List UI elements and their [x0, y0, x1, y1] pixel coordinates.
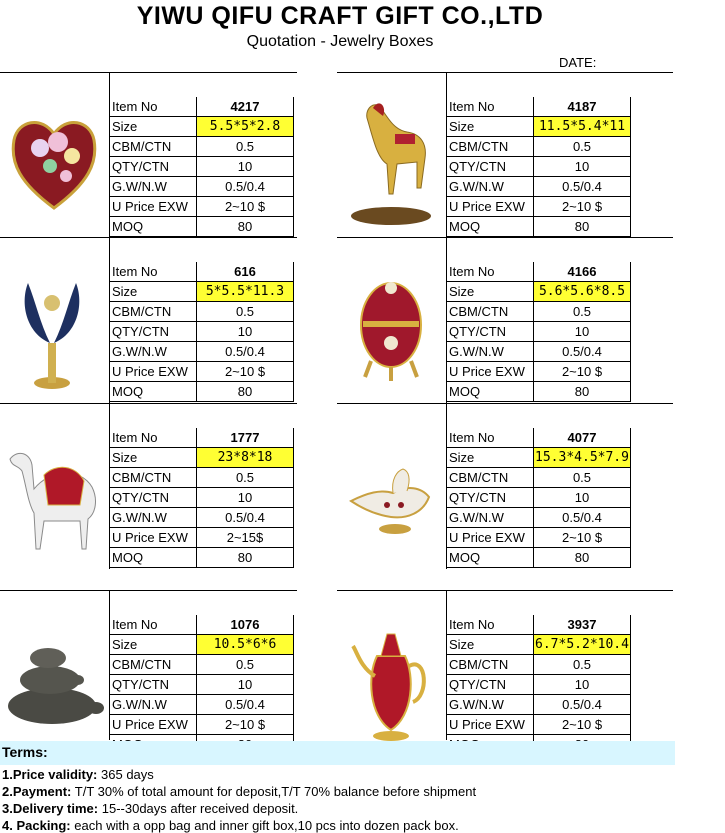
spec-label: Size [447, 282, 534, 302]
spec-label: CBM/CTN [110, 468, 197, 488]
document-subtitle: Quotation - Jewelry Boxes [246, 33, 434, 50]
terms-line-label: 2.Payment: [2, 784, 72, 799]
spec-table [110, 428, 294, 568]
spec-row-price [110, 528, 294, 548]
row-separator [337, 590, 673, 591]
spec-row-size [110, 282, 294, 302]
spec-value: 2~10 $ [534, 197, 631, 217]
spec-row-gw [110, 508, 294, 528]
spec-value: 5*5.5*11.3 [197, 282, 294, 302]
spec-label: Item No [110, 615, 197, 635]
spec-value: 23*8*18 [197, 448, 294, 468]
spec-label: Item No [110, 262, 197, 282]
spec-table [110, 97, 294, 237]
spec-label: Size [447, 448, 534, 468]
spec-row-qty [447, 488, 631, 508]
terms-line-text: 365 days [101, 767, 154, 782]
spec-value: 80 [197, 382, 294, 402]
spec-row-qty [447, 322, 631, 342]
spec-label: G.W/N.W [110, 508, 197, 528]
spec-value: 4166 [534, 262, 631, 282]
spec-row-moq [110, 382, 294, 402]
spec-label: Item No [447, 262, 534, 282]
spec-value: 10 [197, 157, 294, 177]
horse-jewelry-box-image [337, 78, 445, 233]
spec-row-price [110, 362, 294, 382]
spec-label: G.W/N.W [110, 342, 197, 362]
spec-value: 5.6*5.6*8.5 [534, 282, 631, 302]
terms-line [2, 767, 154, 782]
heart-jewelry-box-image [0, 78, 108, 233]
spec-row-size [447, 448, 631, 468]
spec-label: Item No [447, 97, 534, 117]
spec-row-moq [447, 217, 631, 237]
company-name: YIWU QIFU CRAFT GIFT CO.,LTD [136, 2, 544, 30]
spec-row-cbm [110, 137, 294, 157]
spec-value: 0.5 [197, 468, 294, 488]
spec-value: 80 [534, 382, 631, 402]
terms-line [2, 801, 298, 816]
spec-value: 0.5/0.4 [197, 177, 294, 197]
product-block [337, 237, 673, 403]
spec-row-gw [447, 695, 631, 715]
spec-table [447, 615, 631, 755]
stacked-turtles-box-image [0, 596, 108, 751]
genie-lamp-box-image [337, 409, 445, 564]
spec-value: 0.5 [534, 468, 631, 488]
spec-row-size [110, 635, 294, 655]
spec-value: 0.5 [534, 302, 631, 322]
spec-row-cbm [447, 468, 631, 488]
spec-value: 10.5*6*6 [197, 635, 294, 655]
spec-label: MOQ [110, 382, 197, 402]
spec-value: 0.5/0.4 [197, 695, 294, 715]
spec-value: 4187 [534, 97, 631, 117]
spec-value: 2~10 $ [534, 362, 631, 382]
spec-value: 2~10 $ [534, 715, 631, 735]
spec-label: U Price EXW [447, 362, 534, 382]
spec-label: U Price EXW [447, 715, 534, 735]
spec-value: 0.5 [534, 137, 631, 157]
terms-line-label: 4. Packing: [2, 818, 71, 833]
row-separator [337, 237, 673, 238]
spec-row-moq [447, 548, 631, 568]
spec-label: G.W/N.W [447, 342, 534, 362]
spec-value: 15.3*4.5*7.9 [534, 448, 631, 468]
spec-value: 10 [534, 675, 631, 695]
spec-label: G.W/N.W [110, 695, 197, 715]
spec-value: 80 [534, 217, 631, 237]
row-separator [0, 72, 297, 73]
spec-value: 10 [197, 675, 294, 695]
terms-line-label: 1.Price validity: [2, 767, 98, 782]
spec-label: CBM/CTN [447, 302, 534, 322]
spec-label: CBM/CTN [110, 137, 197, 157]
terms-line-text: T/T 30% of total amount for deposit,T/T 70% balance before shipment [74, 784, 477, 799]
spec-value: 1076 [197, 615, 294, 635]
spec-row-price [110, 715, 294, 735]
spec-row-gw [447, 177, 631, 197]
spec-row-size [110, 448, 294, 468]
spec-label: G.W/N.W [447, 695, 534, 715]
spec-label: Size [110, 117, 197, 137]
spec-label: G.W/N.W [447, 177, 534, 197]
terms-line-text: each with a opp bag and inner gift box,10 pcs into dozen pack box. [74, 818, 459, 833]
spec-value: 2~10 $ [197, 197, 294, 217]
spec-label: QTY/CTN [110, 157, 197, 177]
spec-value: 10 [197, 322, 294, 342]
spec-row-moq [110, 548, 294, 568]
spec-table [447, 428, 631, 568]
spec-value: 11.5*5.4*11 [534, 117, 631, 137]
spec-value: 0.5/0.4 [197, 508, 294, 528]
spec-value: 80 [197, 548, 294, 568]
open-egg-box-image [0, 243, 108, 398]
spec-row-qty [447, 157, 631, 177]
spec-value: 4217 [197, 97, 294, 117]
spec-row-gw [110, 695, 294, 715]
spec-row-gw [110, 177, 294, 197]
spec-table [110, 615, 294, 755]
spec-value: 80 [197, 217, 294, 237]
spec-value: 0.5 [197, 137, 294, 157]
spec-row-price [447, 715, 631, 735]
spec-label: MOQ [447, 382, 534, 402]
spec-value: 0.5 [197, 655, 294, 675]
spec-value: 2~10 $ [534, 528, 631, 548]
spec-label: MOQ [110, 548, 197, 568]
product-block [337, 590, 673, 740]
spec-label: Item No [447, 428, 534, 448]
spec-label: Item No [447, 615, 534, 635]
terms-line [2, 784, 476, 799]
spec-value: 80 [534, 548, 631, 568]
spec-value: 3937 [534, 615, 631, 635]
spec-row-qty [110, 322, 294, 342]
spec-row-cbm [447, 655, 631, 675]
spec-label: MOQ [447, 548, 534, 568]
spec-row-cbm [110, 655, 294, 675]
row-separator [0, 237, 297, 238]
spec-label: CBM/CTN [110, 302, 197, 322]
terms-line [2, 818, 459, 833]
spec-label: U Price EXW [447, 197, 534, 217]
spec-label: U Price EXW [110, 715, 197, 735]
spec-row-size [447, 282, 631, 302]
spec-row-moq [447, 382, 631, 402]
spec-row-price [447, 528, 631, 548]
spec-label: U Price EXW [110, 197, 197, 217]
row-separator [0, 403, 297, 404]
spec-value: 10 [534, 488, 631, 508]
spec-label: QTY/CTN [447, 157, 534, 177]
terms-line-text: 15--30days after received deposit. [101, 801, 299, 816]
spec-table [447, 262, 631, 402]
spec-label: Size [110, 635, 197, 655]
product-block [337, 403, 673, 569]
spec-value: 10 [534, 322, 631, 342]
spec-value: 2~15$ [197, 528, 294, 548]
spec-row-gw [110, 342, 294, 362]
spec-label: QTY/CTN [447, 322, 534, 342]
spec-row-cbm [110, 468, 294, 488]
spec-label: Item No [110, 428, 197, 448]
red-egg-box-image [337, 243, 445, 398]
spec-row-price [447, 362, 631, 382]
spec-value: 10 [534, 157, 631, 177]
spec-value: 0.5 [197, 302, 294, 322]
spec-label: Size [110, 448, 197, 468]
spec-value: 0.5/0.4 [534, 342, 631, 362]
spec-value: 2~10 $ [197, 715, 294, 735]
spec-row-item-no [110, 97, 294, 117]
spec-row-qty [110, 488, 294, 508]
spec-row-price [447, 197, 631, 217]
spec-row-size [447, 117, 631, 137]
spec-label: U Price EXW [110, 362, 197, 382]
spec-row-cbm [447, 137, 631, 157]
spec-value: 0.5/0.4 [534, 177, 631, 197]
spec-value: 1777 [197, 428, 294, 448]
spec-label: CBM/CTN [447, 137, 534, 157]
spec-row-price [110, 197, 294, 217]
product-block [0, 237, 297, 403]
row-separator [337, 72, 673, 73]
spec-value: 6.7*5.2*10.4 [534, 635, 631, 655]
spec-row-gw [447, 342, 631, 362]
spec-label: MOQ [110, 217, 197, 237]
row-separator [337, 403, 673, 404]
spec-label: Size [110, 282, 197, 302]
spec-label: Size [447, 635, 534, 655]
spec-table [110, 262, 294, 402]
spec-label: G.W/N.W [110, 177, 197, 197]
spec-value: 4077 [534, 428, 631, 448]
spec-label: QTY/CTN [447, 488, 534, 508]
spec-row-item-no [447, 97, 631, 117]
spec-label: Item No [110, 97, 197, 117]
spec-row-cbm [447, 302, 631, 322]
spec-value: 616 [197, 262, 294, 282]
product-block [0, 403, 297, 569]
spec-label: U Price EXW [447, 528, 534, 548]
spec-label: Size [447, 117, 534, 137]
spec-row-gw [447, 508, 631, 528]
spec-label: QTY/CTN [447, 675, 534, 695]
spec-label: CBM/CTN [447, 468, 534, 488]
product-block [337, 72, 673, 238]
terms-line-label: 3.Delivery time: [2, 801, 99, 816]
spec-value: 0.5/0.4 [197, 342, 294, 362]
red-teapot-box-image [337, 596, 445, 751]
spec-label: QTY/CTN [110, 675, 197, 695]
spec-row-item-no [110, 428, 294, 448]
spec-row-qty [110, 675, 294, 695]
spec-label: QTY/CTN [110, 488, 197, 508]
spec-row-moq [110, 217, 294, 237]
spec-label: QTY/CTN [110, 322, 197, 342]
spec-row-item-no [447, 615, 631, 635]
camel-box-image [0, 409, 108, 564]
spec-value: 10 [197, 488, 294, 508]
spec-row-qty [110, 157, 294, 177]
spec-label: G.W/N.W [447, 508, 534, 528]
spec-value: 0.5 [534, 655, 631, 675]
spec-value: 0.5/0.4 [534, 508, 631, 528]
spec-label: CBM/CTN [110, 655, 197, 675]
spec-row-size [110, 117, 294, 137]
terms-heading: Terms: [0, 741, 675, 765]
spec-row-item-no [447, 262, 631, 282]
spec-row-item-no [110, 262, 294, 282]
spec-value: 0.5/0.4 [534, 695, 631, 715]
spec-value: 5.5*5*2.8 [197, 117, 294, 137]
spec-row-size [447, 635, 631, 655]
product-block [0, 590, 297, 740]
spec-label: MOQ [447, 217, 534, 237]
spec-value: 2~10 $ [197, 362, 294, 382]
spec-row-item-no [110, 615, 294, 635]
product-block [0, 72, 297, 238]
spec-row-item-no [447, 428, 631, 448]
spec-row-qty [447, 675, 631, 695]
row-separator [0, 590, 297, 591]
spec-table [447, 97, 631, 237]
spec-row-cbm [110, 302, 294, 322]
date-label: DATE: [559, 55, 597, 70]
spec-label: U Price EXW [110, 528, 197, 548]
spec-label: CBM/CTN [447, 655, 534, 675]
